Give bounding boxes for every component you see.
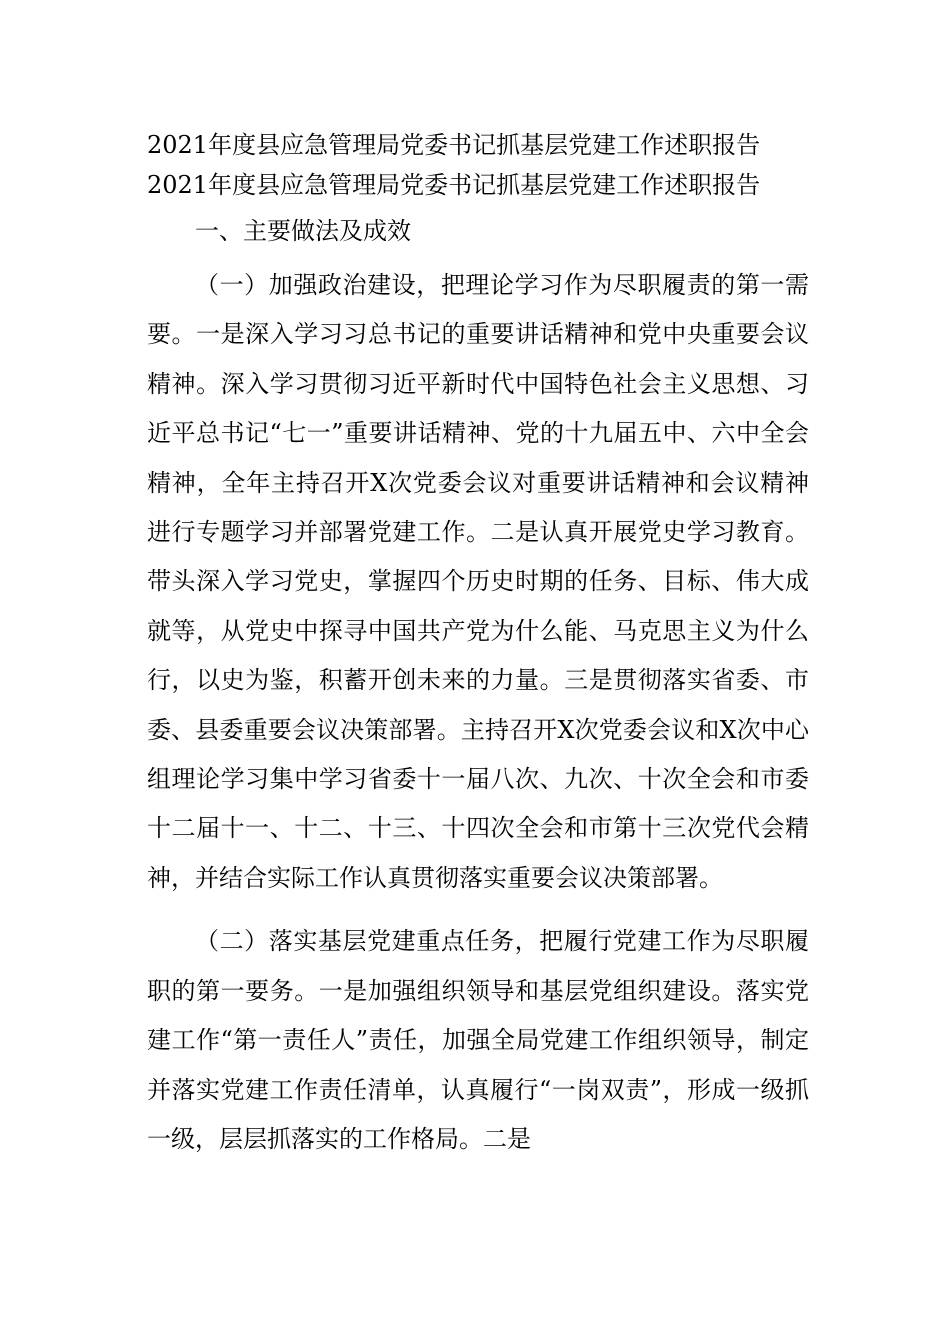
- document-body: [147, 125, 809, 1164]
- paragraph-1: （一）加强政治建设，把理论学习作为尽职履责的第一需要。一是深入学习习总书记的重要讲话精神和党中央重要会议精神。深入学习贯彻习近平新时代中国特色社会主义思想、习近平总书记“七一”重要讲话精神、党的十九届五中、六中全会精神，全年主持召开X次党委会议对重要讲话精神和会议精神进行专题学习并部署党建工作。二是认真开展党史学习教育。带头深入学习党史，掌握四个历史时期的任务、目标、伟大成就等，从党史中探寻中国共产党为什么能、马克思主义为什么行，以史为鉴，积蓄开创未来的力量。三是贯彻落实省委、市委、县委重要会议决策部署。主持召开X次党委会议和X次中心组理论学习集中学习省委十一届八次、九次、十次全会和市委十二届十一、十二、十三、十四次全会和市第十三次党代会精神，并结合实际工作认真贯彻落实重要会议决策部署。: [147, 271, 809, 892]
- document-title-line-1: 2021年度县应急管理局党委书记抓基层党建工作述职报告: [147, 131, 761, 159]
- section-heading: 一、主要做法及成效: [195, 217, 411, 245]
- document-title-line-2: 2021年度县应急管理局党委书记抓基层党建工作述职报告: [147, 171, 761, 199]
- paragraph-2: （二）落实基层党建重点任务，把履行党建工作为尽职履职的第一要务。一是加强组织领导和基层党组织建设。落实党建工作“第一责任人”责任，加强全局党建工作组织领导，制定并落实党建工作责任清单，认真履行“一岗双责”，形成一级抓一级，层层抓落实的工作格局。二是: [147, 927, 809, 1153]
